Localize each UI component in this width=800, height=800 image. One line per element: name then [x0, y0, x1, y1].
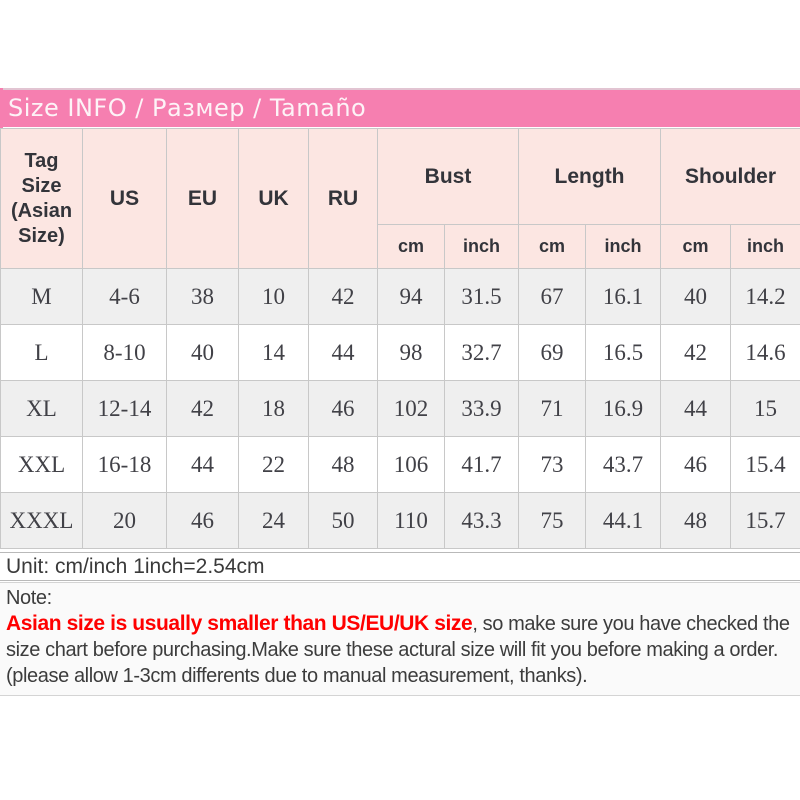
- cell-uk: 10: [239, 269, 309, 325]
- column-header-us: US: [83, 129, 167, 269]
- cell-uk: 14: [239, 325, 309, 381]
- column-header-length: Length: [519, 129, 661, 225]
- cell-shoulder-cm: 40: [661, 269, 731, 325]
- cell-bust-cm: 102: [378, 381, 445, 437]
- cell-shoulder-cm: 46: [661, 437, 731, 493]
- page-title: Size INFO / Размер / Tamaño: [8, 94, 367, 122]
- cell-bust-inch: 43.3: [445, 493, 519, 549]
- cell-bust-cm: 98: [378, 325, 445, 381]
- cell-shoulder-cm: 48: [661, 493, 731, 549]
- cell-us: 8-10: [83, 325, 167, 381]
- cell-bust-inch: 32.7: [445, 325, 519, 381]
- column-header-ru: RU: [309, 129, 378, 269]
- cell-uk: 22: [239, 437, 309, 493]
- row-tag: XL: [1, 381, 83, 437]
- cell-eu: 38: [167, 269, 239, 325]
- cell-bust-cm: 106: [378, 437, 445, 493]
- cell-bust-inch: 31.5: [445, 269, 519, 325]
- cell-uk: 24: [239, 493, 309, 549]
- row-tag: M: [1, 269, 83, 325]
- cell-bust-inch: 33.9: [445, 381, 519, 437]
- column-header-uk: UK: [239, 129, 309, 269]
- unit-note: Unit: cm/inch 1inch=2.54cm: [0, 552, 800, 581]
- title-bar: [0, 88, 800, 127]
- cell-us: 4-6: [83, 269, 167, 325]
- table-row: [1, 381, 800, 437]
- cell-us: 12-14: [83, 381, 167, 437]
- cell-bust-cm: 110: [378, 493, 445, 549]
- table-row: [1, 437, 800, 493]
- cell-length-inch: 16.1: [586, 269, 661, 325]
- cell-ru: 46: [309, 381, 378, 437]
- subheader-shoulder-inch: inch: [731, 225, 800, 269]
- cell-bust-inch: 41.7: [445, 437, 519, 493]
- cell-length-cm: 67: [519, 269, 586, 325]
- cell-us: 16-18: [83, 437, 167, 493]
- column-header-eu: EU: [167, 129, 239, 269]
- cell-eu: 40: [167, 325, 239, 381]
- cell-us: 20: [83, 493, 167, 549]
- column-header-tag-size: Tag Size (Asian Size): [1, 129, 83, 269]
- row-tag: XXL: [1, 437, 83, 493]
- cell-shoulder-cm: 44: [661, 381, 731, 437]
- cell-length-cm: 73: [519, 437, 586, 493]
- table-row: [1, 493, 800, 549]
- cell-eu: 42: [167, 381, 239, 437]
- row-tag: XXXL: [1, 493, 83, 549]
- cell-length-inch: 44.1: [586, 493, 661, 549]
- cell-shoulder-cm: 42: [661, 325, 731, 381]
- cell-length-inch: 16.5: [586, 325, 661, 381]
- cell-eu: 44: [167, 437, 239, 493]
- cell-length-cm: 75: [519, 493, 586, 549]
- subheader-length-inch: inch: [586, 225, 661, 269]
- cell-length-inch: 16.9: [586, 381, 661, 437]
- cell-shoulder-inch: 15.7: [731, 493, 800, 549]
- cell-ru: 44: [309, 325, 378, 381]
- row-tag: L: [1, 325, 83, 381]
- subheader-bust-inch: inch: [445, 225, 519, 269]
- cell-shoulder-inch: 14.2: [731, 269, 800, 325]
- cell-eu: 46: [167, 493, 239, 549]
- table-header-row: [1, 129, 800, 225]
- column-header-shoulder: Shoulder: [661, 129, 800, 225]
- column-header-bust: Bust: [378, 129, 519, 225]
- table-row: [1, 269, 800, 325]
- note-highlight-text: Asian size is usually smaller than US/EU/UK size: [6, 612, 473, 635]
- cell-ru: 48: [309, 437, 378, 493]
- size-table: [0, 128, 800, 549]
- subheader-bust-cm: cm: [378, 225, 445, 269]
- table-row: [1, 325, 800, 381]
- subheader-shoulder-cm: cm: [661, 225, 731, 269]
- cell-ru: 42: [309, 269, 378, 325]
- cell-bust-cm: 94: [378, 269, 445, 325]
- cell-uk: 18: [239, 381, 309, 437]
- subheader-length-cm: cm: [519, 225, 586, 269]
- note-body-text: , so make sure you have checked the size chart before purchasing.Make sure these actural size will fit you before making a order.(please allow 1-3cm differents due to manual measurement, thanks).: [6, 613, 790, 687]
- cell-shoulder-inch: 15.4: [731, 437, 800, 493]
- cell-ru: 50: [309, 493, 378, 549]
- cell-length-cm: 71: [519, 381, 586, 437]
- note-label: Note:: [6, 587, 52, 609]
- cell-length-cm: 69: [519, 325, 586, 381]
- cell-shoulder-inch: 15: [731, 381, 800, 437]
- cell-shoulder-inch: 14.6: [731, 325, 800, 381]
- note-box: [0, 582, 800, 696]
- cell-length-inch: 43.7: [586, 437, 661, 493]
